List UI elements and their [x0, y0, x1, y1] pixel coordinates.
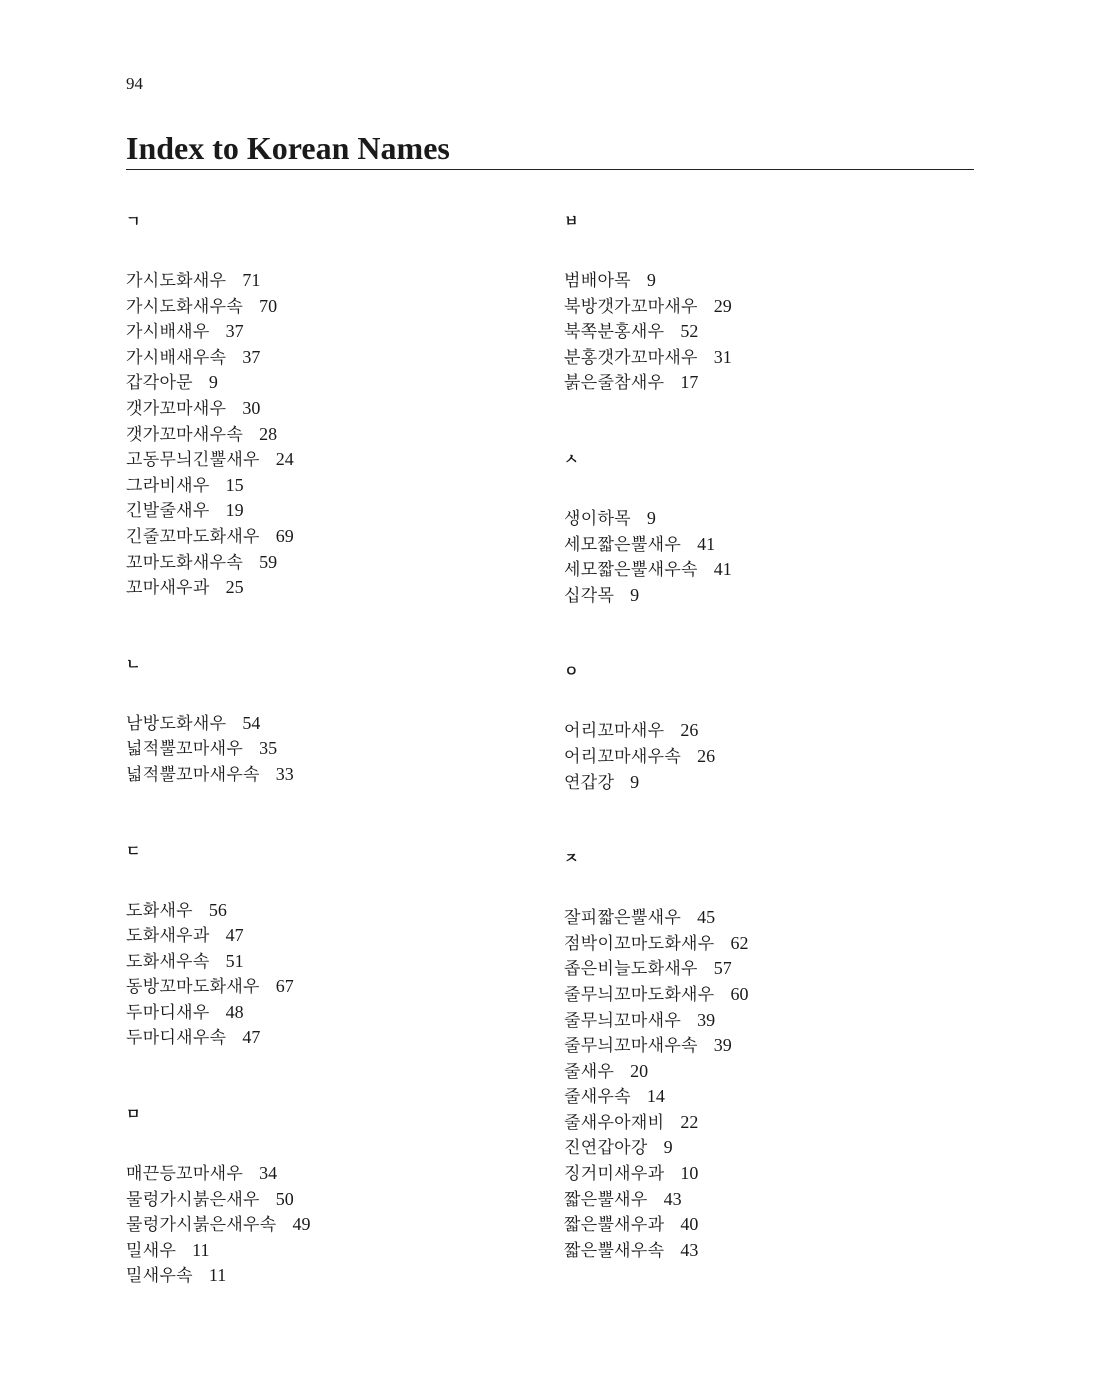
index-entry [126, 1212, 546, 1238]
index-entry-list [564, 718, 984, 795]
page-title: Index to Korean Names [126, 130, 450, 166]
entry-name: 줄무늬꼬마도화새우 [564, 984, 715, 1005]
entry-page-number: 34 [259, 1163, 278, 1184]
index-entry [564, 956, 984, 982]
index-entry [564, 905, 984, 931]
section-letter-heading: ㄱ [126, 212, 141, 230]
index-entry [564, 1008, 984, 1034]
entry-name: 넓적뿔꼬마새우 [126, 739, 244, 760]
entry-name: 가시배새우 [126, 322, 210, 343]
section-letter-heading: ㅁ [126, 1105, 141, 1124]
entry-page-number: 47 [242, 1027, 261, 1048]
index-section [564, 446, 984, 608]
entry-name: 연갑강 [564, 772, 615, 793]
entry-name: 긴발줄새우 [126, 501, 210, 522]
index-entry [564, 532, 984, 558]
entry-page-number: 67 [275, 976, 294, 997]
entry-page-number: 9 [663, 1137, 673, 1158]
entry-name: 갑각아문 [126, 373, 193, 394]
entry-page-number: 41 [697, 533, 716, 554]
index-entry [564, 506, 984, 532]
index-entry [564, 1238, 984, 1264]
entry-page-number: 39 [713, 1035, 732, 1056]
index-entry [564, 1187, 984, 1213]
index-entry [126, 319, 546, 345]
entry-name: 줄새우아재비 [564, 1112, 665, 1133]
index-entry [126, 736, 546, 762]
entry-name: 꼬마도화새우속 [126, 552, 244, 573]
index-entry [564, 268, 984, 294]
entry-page-number: 9 [630, 771, 640, 792]
entry-name: 두마디새우속 [126, 1028, 227, 1049]
entry-name: 짧은뿔새우속 [564, 1240, 665, 1261]
entry-name: 남방도화새우 [126, 713, 227, 734]
index-column-left [126, 208, 546, 1339]
entry-name: 넓적뿔꼬마새우속 [126, 764, 260, 785]
entry-page-number: 37 [225, 321, 244, 342]
index-entry [126, 268, 546, 294]
entry-page-number: 52 [680, 321, 699, 342]
entry-name: 세모짧은뿔새우속 [564, 560, 698, 581]
entry-page-number: 15 [225, 474, 244, 495]
section-letter-heading: ㅈ [564, 849, 579, 868]
entry-page-number: 69 [275, 525, 294, 546]
index-entry [126, 711, 546, 737]
entry-name: 줄새우속 [564, 1087, 631, 1108]
entry-page-number: 25 [225, 577, 244, 598]
index-entry [126, 473, 546, 499]
index-entry-list [126, 711, 546, 788]
index-entry [126, 1263, 546, 1289]
entry-page-number: 60 [730, 983, 749, 1004]
entry-name: 동방꼬마도화새우 [126, 977, 260, 998]
entry-name: 줄새우 [564, 1061, 615, 1082]
entry-name: 두마디새우 [126, 1002, 210, 1023]
entry-name: 붉은줄참새우 [564, 373, 665, 394]
entry-name: 북쪽분홍새우 [564, 322, 665, 343]
index-section [126, 208, 546, 601]
entry-name: 밀새우 [126, 1240, 177, 1261]
entry-page-number: 31 [713, 346, 732, 367]
index-entry-list [564, 905, 984, 1263]
index-entry [564, 770, 984, 796]
entry-page-number: 9 [630, 584, 640, 605]
entry-page-number: 54 [242, 712, 261, 733]
index-entry-list [126, 268, 546, 601]
index-entry [126, 422, 546, 448]
entry-name: 짧은뿔새우 [564, 1189, 648, 1210]
index-entry [126, 974, 546, 1000]
index-entry-list [564, 268, 984, 396]
entry-name: 진연갑아강 [564, 1138, 648, 1159]
entry-page-number: 71 [242, 270, 261, 290]
entry-name: 십각목 [564, 585, 615, 606]
index-entry [564, 319, 984, 345]
index-entry [564, 345, 984, 371]
entry-page-number: 9 [646, 507, 656, 528]
index-entry [126, 1025, 546, 1051]
entry-name: 좁은비늘도화새우 [564, 959, 698, 980]
entry-page-number: 43 [663, 1188, 682, 1209]
entry-name: 짧은뿔새우과 [564, 1215, 665, 1236]
entry-page-number: 26 [680, 720, 699, 741]
index-entry [564, 931, 984, 957]
entry-page-number: 45 [697, 907, 716, 928]
index-entry [564, 557, 984, 583]
index-entry-list [126, 1161, 546, 1289]
entry-page-number: 24 [275, 449, 294, 470]
entry-page-number: 9 [208, 372, 218, 393]
index-entry [564, 1059, 984, 1085]
entry-name: 도화새우과 [126, 926, 210, 947]
title-rule [126, 169, 974, 170]
entry-page-number: 49 [292, 1214, 311, 1235]
index-entry [126, 923, 546, 949]
entry-page-number: 56 [208, 899, 227, 920]
index-entry [564, 294, 984, 320]
entry-name: 긴줄꼬마도화새우 [126, 526, 260, 547]
section-letter-heading: ㅂ [564, 212, 579, 230]
index-entry [126, 396, 546, 422]
index-entry [126, 550, 546, 576]
index-section [126, 1101, 546, 1289]
entry-name: 매끈등꼬마새우 [126, 1164, 244, 1185]
entry-page-number: 30 [242, 397, 261, 418]
index-entry [126, 1187, 546, 1213]
entry-name: 점박이꼬마도화새우 [564, 933, 715, 954]
entry-page-number: 35 [259, 738, 278, 759]
entry-page-number: 33 [275, 763, 294, 784]
index-entry [126, 498, 546, 524]
index-section [126, 651, 546, 788]
index-entry [126, 524, 546, 550]
index-entry [564, 1212, 984, 1238]
index-section [564, 845, 984, 1263]
entry-page-number: 14 [646, 1086, 665, 1107]
entry-name: 북방갯가꼬마새우 [564, 296, 698, 317]
entry-name: 그라비새우 [126, 475, 210, 496]
index-entry [564, 1110, 984, 1136]
index-entry [126, 1161, 546, 1187]
index-section [564, 658, 984, 795]
entry-name: 가시도화새우속 [126, 296, 244, 317]
entry-name: 가시도화새우 [126, 271, 227, 291]
entry-name: 분홍갯가꼬마새우 [564, 347, 698, 368]
entry-name: 어리꼬마새우 [564, 721, 665, 742]
index-section [564, 208, 984, 396]
entry-name: 갯가꼬마새우속 [126, 424, 244, 445]
entry-page-number: 29 [713, 295, 732, 316]
entry-page-number: 62 [730, 932, 749, 953]
index-entry [564, 1084, 984, 1110]
index-section [126, 838, 546, 1052]
entry-name: 세모짧은뿔새우 [564, 534, 682, 555]
page-number: 94 [126, 74, 143, 93]
entry-name: 밀새우속 [126, 1266, 193, 1287]
index-entry [564, 1135, 984, 1161]
entry-page-number: 11 [192, 1239, 210, 1260]
index-entry [126, 1238, 546, 1264]
index-entry-list [126, 898, 546, 1052]
index-entry [126, 294, 546, 320]
entry-page-number: 39 [697, 1009, 716, 1030]
entry-page-number: 20 [630, 1060, 649, 1081]
entry-name: 어리꼬마새우속 [564, 746, 682, 767]
entry-page-number: 37 [242, 346, 261, 367]
entry-page-number: 19 [225, 500, 244, 521]
entry-page-number: 10 [680, 1163, 699, 1184]
index-column-right [564, 208, 984, 1313]
entry-page-number: 26 [697, 745, 716, 766]
entry-name: 줄무늬꼬마새우속 [564, 1036, 698, 1057]
index-entry [564, 370, 984, 396]
index-entry [126, 949, 546, 975]
entry-name: 고동무늬긴뿔새우 [126, 450, 260, 471]
entry-name: 범배아목 [564, 271, 631, 291]
entry-page-number: 70 [259, 295, 278, 316]
index-entry [564, 982, 984, 1008]
entry-page-number: 9 [646, 270, 656, 290]
index-entry [126, 898, 546, 924]
index-entry [564, 1033, 984, 1059]
entry-page-number: 28 [259, 423, 278, 444]
entry-page-number: 50 [275, 1188, 294, 1209]
index-entry [126, 575, 546, 601]
index-entry [564, 1161, 984, 1187]
index-entry [564, 744, 984, 770]
entry-name: 생이하목 [564, 508, 631, 529]
entry-page-number: 59 [259, 551, 278, 572]
entry-page-number: 40 [680, 1214, 699, 1235]
section-letter-heading: ㅅ [564, 449, 579, 468]
entry-page-number: 43 [680, 1239, 699, 1260]
entry-name: 가시배새우속 [126, 347, 227, 368]
entry-name: 물렁가시붉은새우속 [126, 1215, 277, 1236]
entry-page-number: 11 [208, 1265, 227, 1286]
entry-name: 도화새우속 [126, 951, 210, 972]
entry-name: 꼬마새우과 [126, 578, 210, 599]
index-entry [126, 447, 546, 473]
index-entry [126, 762, 546, 788]
entry-name: 잘피짧은뿔새우 [564, 908, 682, 929]
entry-page-number: 57 [713, 958, 732, 979]
entry-name: 줄무늬꼬마새우 [564, 1010, 682, 1031]
entry-name: 물렁가시붉은새우 [126, 1189, 260, 1210]
entry-page-number: 47 [225, 925, 244, 946]
index-entry [564, 718, 984, 744]
entry-page-number: 17 [680, 372, 699, 393]
entry-name: 도화새우 [126, 900, 193, 921]
section-letter-heading: ㄴ [126, 654, 141, 673]
index-entry [126, 345, 546, 371]
section-letter-heading: ㅇ [564, 662, 579, 681]
index-entry [126, 370, 546, 396]
entry-page-number: 51 [225, 950, 244, 971]
index-entry [126, 1000, 546, 1026]
entry-page-number: 41 [713, 559, 732, 580]
entry-name: 징거미새우과 [564, 1164, 665, 1185]
index-entry [564, 583, 984, 609]
section-letter-heading: ㄷ [126, 841, 141, 860]
entry-name: 갯가꼬마새우 [126, 398, 227, 419]
index-entry-list [564, 506, 984, 608]
entry-page-number: 48 [225, 1001, 244, 1022]
entry-page-number: 22 [680, 1111, 699, 1132]
